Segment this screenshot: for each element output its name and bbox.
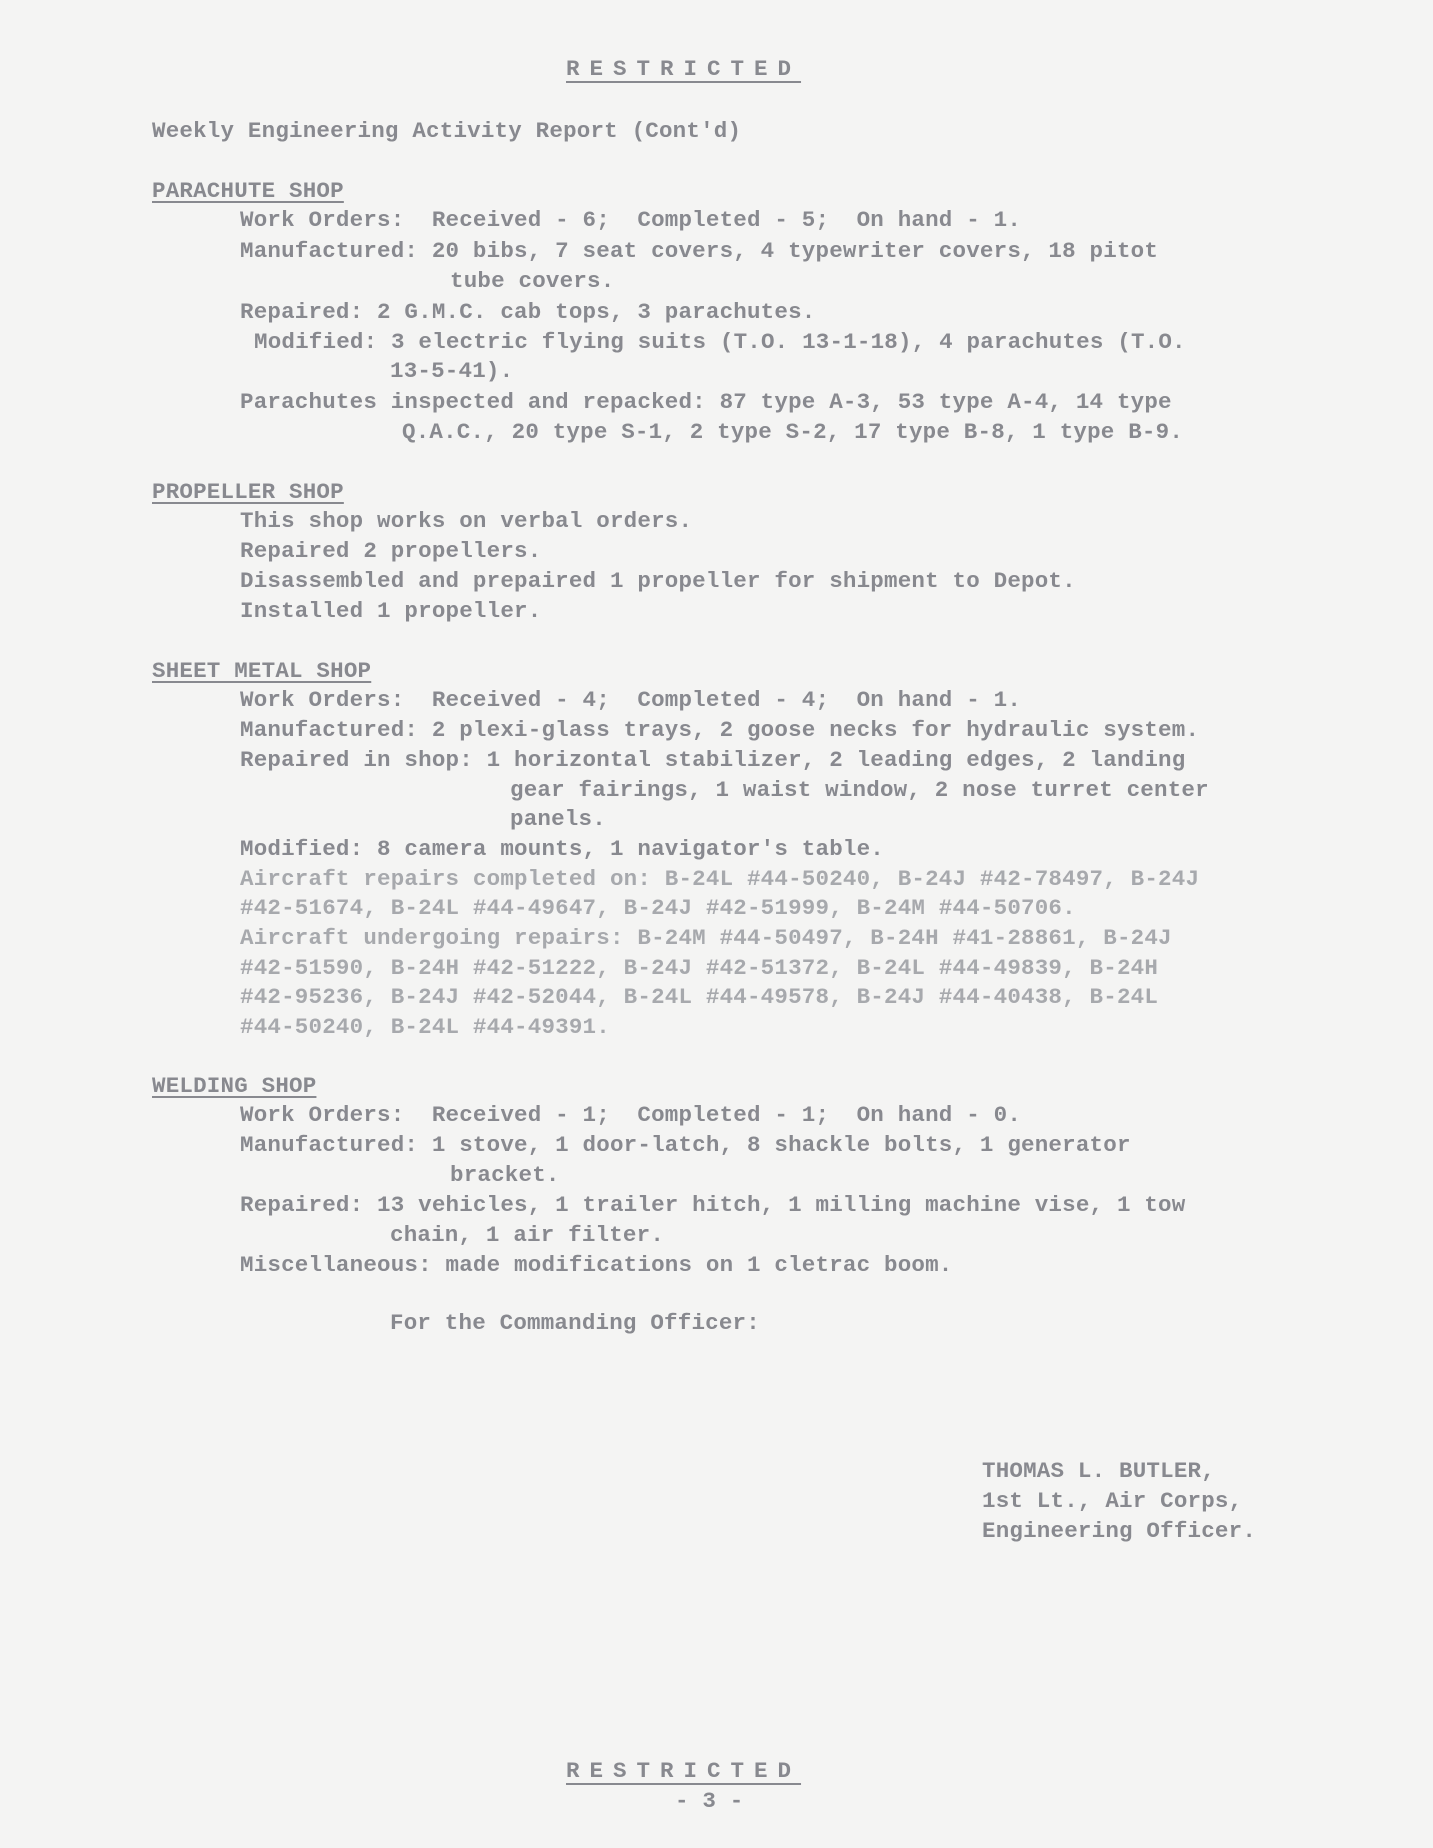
parachute-work-orders: Work Orders: Received - 6; Completed - 5; On hand - 1. bbox=[240, 207, 1022, 233]
welding-work-orders: Work Orders: Received - 1; Completed - 1; On hand - 0. bbox=[240, 1102, 1022, 1128]
page-number: - 3 - bbox=[675, 1788, 744, 1814]
welding-shop-heading: WELDING SHOP bbox=[152, 1073, 317, 1099]
sheet-metal-repaired-line-2: gear fairings, 1 waist window, 2 nose turret center bbox=[510, 777, 1209, 803]
parachute-shop-heading: PARACHUTE SHOP bbox=[152, 178, 344, 204]
parachute-inspected-line-1: Parachutes inspected and repacked: 87 type A-3, 53 type A-4, 14 type bbox=[240, 389, 1172, 415]
propeller-line-4: Installed 1 propeller. bbox=[240, 598, 542, 624]
welding-repaired-line-1: Repaired: 13 vehicles, 1 trailer hitch, 1 milling machine vise, 1 tow bbox=[240, 1192, 1186, 1218]
sheet-metal-undergoing-line-4: #44-50240, B-24L #44-49391. bbox=[240, 1014, 610, 1040]
signatory-rank: 1st Lt., Air Corps, bbox=[982, 1488, 1243, 1514]
sheet-metal-completed-line-1: Aircraft repairs completed on: B-24L #44-50240, B-24J #42-78497, B-24J bbox=[240, 866, 1200, 892]
parachute-modified-line-1: Modified: 3 electric flying suits (T.O. 13-1-18), 4 parachutes (T.O. bbox=[254, 329, 1186, 355]
parachute-manufactured-line-1: Manufactured: 20 bibs, 7 seat covers, 4 typewriter covers, 18 pitot bbox=[240, 238, 1159, 264]
parachute-modified-line-2: 13-5-41). bbox=[390, 358, 514, 384]
parachute-inspected-line-2: Q.A.C., 20 type S-1, 2 type S-2, 17 type B-8, 1 type B-9. bbox=[402, 419, 1184, 445]
welding-miscellaneous: Miscellaneous: made modifications on 1 cletrac boom. bbox=[240, 1252, 953, 1278]
welding-manufactured-line-2: bracket. bbox=[450, 1162, 560, 1188]
report-title: Weekly Engineering Activity Report (Cont'd) bbox=[152, 118, 742, 144]
welding-repaired-line-2: chain, 1 air filter. bbox=[390, 1222, 665, 1248]
sheet-metal-undergoing-line-3: #42-95236, B-24J #42-52044, B-24L #44-49578, B-24J #44-40438, B-24L bbox=[240, 984, 1159, 1010]
sheet-metal-undergoing-line-1: Aircraft undergoing repairs: B-24M #44-50497, B-24H #41-28861, B-24J bbox=[240, 925, 1172, 951]
sheet-metal-manufactured: Manufactured: 2 plexi-glass trays, 2 goose necks for hydraulic system. bbox=[240, 717, 1200, 743]
sheet-metal-repaired-line-3: panels. bbox=[510, 806, 606, 832]
sheet-metal-undergoing-line-2: #42-51590, B-24H #42-51222, B-24J #42-51372, B-24L #44-49839, B-24H bbox=[240, 955, 1159, 981]
commanding-officer-line: For the Commanding Officer: bbox=[390, 1310, 760, 1336]
restricted-header: RESTRICTED bbox=[566, 56, 802, 82]
sheet-metal-completed-line-2: #42-51674, B-24L #44-49647, B-24J #42-51999, B-24M #44-50706. bbox=[240, 895, 1076, 921]
propeller-line-2: Repaired 2 propellers. bbox=[240, 538, 542, 564]
restricted-footer: RESTRICTED bbox=[566, 1758, 802, 1784]
propeller-line-3: Disassembled and prepaired 1 propeller for shipment to Depot. bbox=[240, 568, 1076, 594]
sheet-metal-shop-heading: SHEET METAL SHOP bbox=[152, 658, 372, 684]
sheet-metal-modified: Modified: 8 camera mounts, 1 navigator's table. bbox=[240, 836, 885, 862]
welding-manufactured-line-1: Manufactured: 1 stove, 1 door-latch, 8 shackle bolts, 1 generator bbox=[240, 1132, 1131, 1158]
parachute-repaired: Repaired: 2 G.M.C. cab tops, 3 parachutes. bbox=[240, 299, 816, 325]
sheet-metal-repaired-line-1: Repaired in shop: 1 horizontal stabilizer, 2 leading edges, 2 landing bbox=[240, 747, 1186, 773]
signatory-title: Engineering Officer. bbox=[982, 1518, 1257, 1544]
parachute-manufactured-line-2: tube covers. bbox=[450, 268, 615, 294]
propeller-shop-heading: PROPELLER SHOP bbox=[152, 479, 344, 505]
sheet-metal-work-orders: Work Orders: Received - 4; Completed - 4; On hand - 1. bbox=[240, 687, 1022, 713]
signatory-name: THOMAS L. BUTLER, bbox=[982, 1458, 1215, 1484]
propeller-line-1: This shop works on verbal orders. bbox=[240, 508, 693, 534]
